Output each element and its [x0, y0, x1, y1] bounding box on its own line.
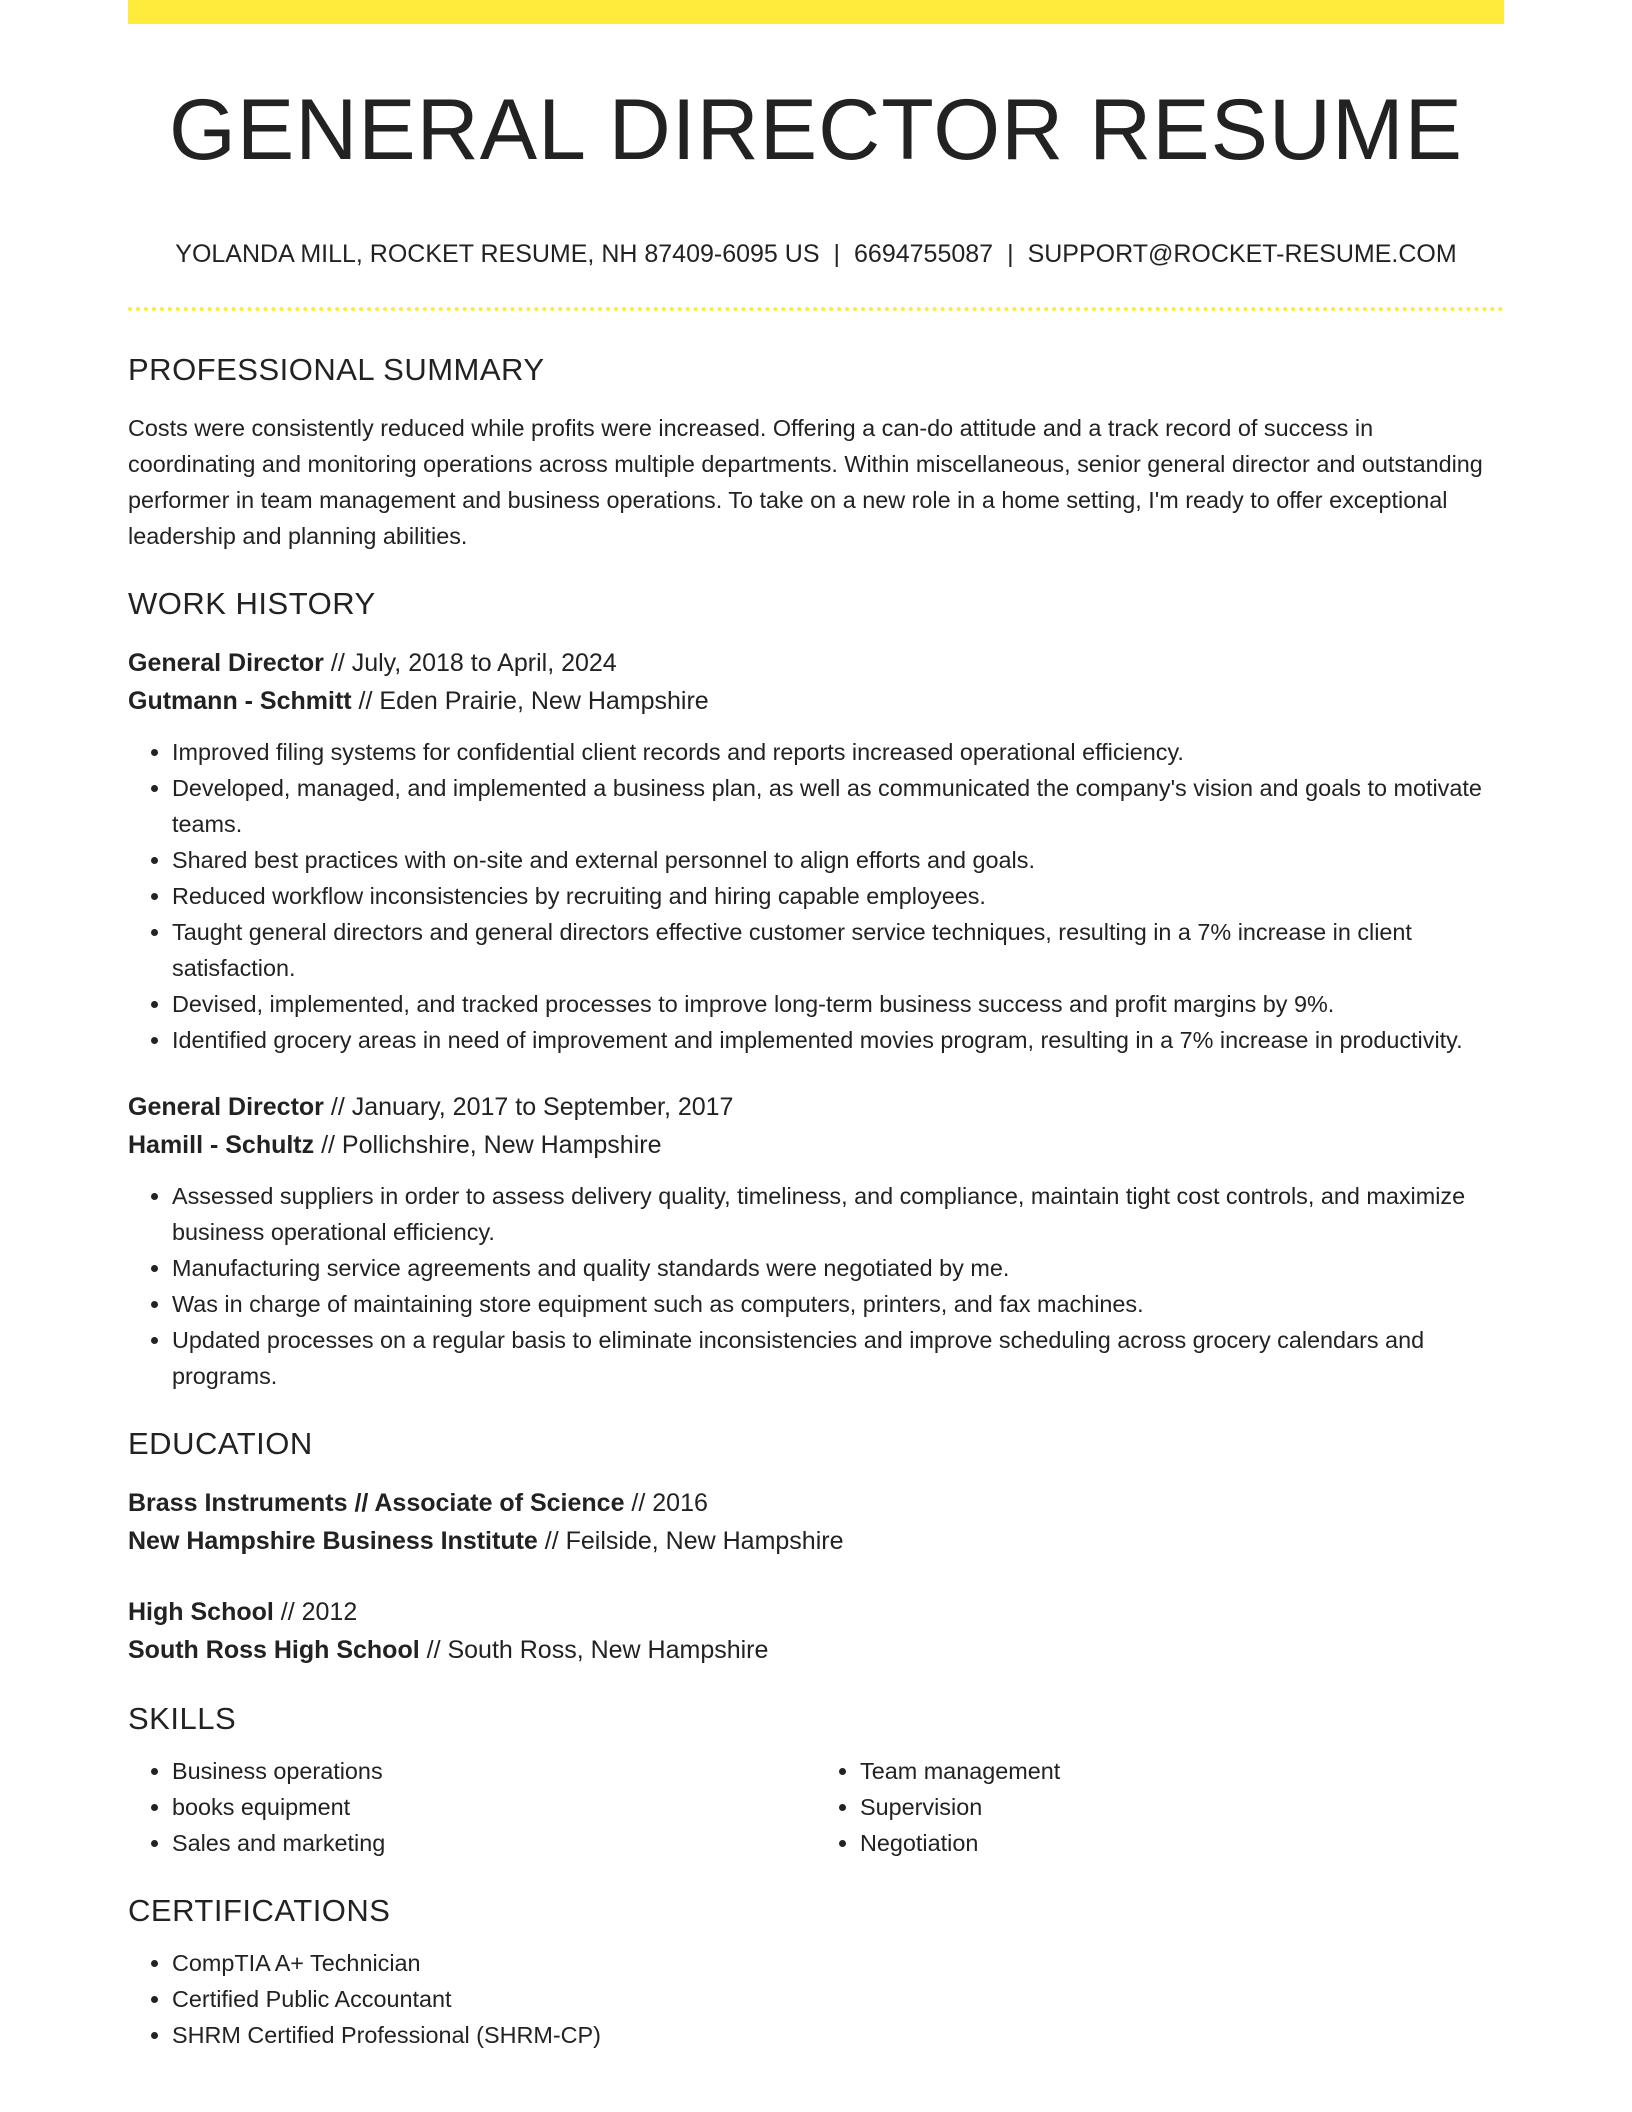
dotted-divider	[128, 307, 1504, 311]
job-title: General Director	[128, 1093, 324, 1121]
job-bullet: • Devised, implemented, and tracked processes to improve long-term business success and profit margins by 9%.	[172, 986, 1504, 1022]
work-history-section	[128, 584, 1504, 1394]
section-heading: CERTIFICATIONS	[128, 1893, 391, 1928]
education-section	[128, 1424, 1504, 1669]
resume-content	[128, 350, 1504, 2053]
education-degree-line	[128, 1593, 1504, 1631]
job-company-line	[128, 682, 1504, 720]
skills-list-left	[128, 1753, 816, 1861]
skills-section	[128, 1699, 1504, 1861]
section-heading: WORK HISTORY	[128, 586, 376, 621]
job-location: // Eden Prairie, New Hampshire	[351, 687, 709, 715]
skill-item: • Team management	[860, 1753, 1504, 1789]
contact-email: SUPPORT@ROCKET-RESUME.COM	[1027, 240, 1457, 268]
contact-line	[128, 236, 1504, 272]
contact-separator: |	[833, 240, 841, 268]
certification-item: • Certified Public Accountant	[172, 1981, 1504, 2017]
education-degree-line	[128, 1484, 1504, 1522]
accent-bar	[128, 0, 1504, 24]
education-entry	[128, 1593, 1504, 1669]
summary-section	[128, 350, 1504, 554]
certification-item: • CompTIA A+ Technician	[172, 1945, 1504, 1981]
job-company: Hamill - Schultz	[128, 1131, 315, 1159]
job-entry	[128, 1088, 1504, 1394]
certifications-section	[128, 1891, 1504, 2053]
job-company-line	[128, 1126, 1504, 1164]
job-dates: // July, 2018 to April, 2024	[323, 649, 617, 677]
education-location: // South Ross, New Hampshire	[419, 1636, 769, 1664]
job-bullet: • Reduced workflow inconsistencies by recruiting and hiring capable employees.	[172, 878, 1504, 914]
education-location: // Feilside, New Hampshire	[537, 1527, 844, 1555]
job-bullets	[128, 734, 1504, 1058]
job-bullet: • Manufacturing service agreements and quality standards were negotiated by me.	[172, 1250, 1504, 1286]
resume-title: GENERAL DIRECTOR RESUME	[168, 82, 1464, 178]
education-school: South Ross High School	[128, 1636, 420, 1664]
job-bullets	[128, 1178, 1504, 1394]
job-title-line	[128, 644, 1504, 682]
job-bullet: • Developed, managed, and implemented a business plan, as well as communicated the company's vision and goals to motivate teams.	[172, 770, 1504, 842]
contact-separator: |	[1007, 240, 1014, 268]
section-heading: EDUCATION	[128, 1426, 313, 1461]
summary-text: Costs were consistently reduced while profits were increased. Offering a can-do attitude and a track record of success in coordinating and monitoring operations across multiple departments. Within miscellaneous, senior general director and outstanding performer in team management and business operations. To take on a new role in a home setting, I'm ready to offer exceptional leadership and planning abilities.	[128, 415, 1483, 549]
job-title-line	[128, 1088, 1504, 1126]
contact-address: YOLANDA MILL, ROCKET RESUME, NH 87409-6095 US	[175, 240, 820, 268]
job-title: General Director	[128, 649, 324, 677]
job-bullet: • Was in charge of maintaining store equipment such as computers, printers, and fax machines.	[172, 1286, 1504, 1322]
job-bullet: • Shared best practices with on-site and external personnel to align efforts and goals.	[172, 842, 1504, 878]
skills-columns	[128, 1753, 1504, 1861]
job-bullet: • Assessed suppliers in order to assess delivery quality, timeliness, and compliance, maintain tight cost controls, and maximize business operational efficiency.	[172, 1178, 1504, 1250]
contact-phone: 6694755087	[854, 240, 994, 268]
skill-item: • Sales and marketing	[172, 1825, 816, 1861]
job-dates: // January, 2017 to September, 2017	[323, 1093, 734, 1121]
job-bullet: • Updated processes on a regular basis to eliminate inconsistencies and improve scheduling across grocery calendars and programs.	[172, 1322, 1504, 1394]
job-bullet: • Improved filing systems for confidential client records and reports increased operational efficiency.	[172, 734, 1504, 770]
job-company: Gutmann - Schmitt	[128, 687, 352, 715]
job-bullet: • Taught general directors and general directors effective customer service techniques, resulting in a 7% increase in client satisfaction.	[172, 914, 1504, 986]
job-entry	[128, 644, 1504, 1058]
education-year: // 2016	[624, 1489, 708, 1517]
education-entry	[128, 1484, 1504, 1560]
education-school-line	[128, 1522, 1504, 1560]
section-heading: PROFESSIONAL SUMMARY	[128, 352, 545, 387]
skill-item: • Negotiation	[860, 1825, 1504, 1861]
skills-list-right	[816, 1753, 1504, 1861]
section-heading: SKILLS	[128, 1701, 237, 1736]
skill-item: • Supervision	[860, 1789, 1504, 1825]
certification-item: • SHRM Certified Professional (SHRM-CP)	[172, 2017, 1504, 2053]
education-school-line	[128, 1631, 1504, 1669]
education-school: New Hampshire Business Institute	[128, 1527, 538, 1555]
job-location: // Pollichshire, New Hampshire	[314, 1131, 662, 1159]
education-degree: Brass Instruments // Associate of Science	[128, 1489, 625, 1517]
certifications-list	[128, 1945, 1504, 2053]
skill-item: • Business operations	[172, 1753, 816, 1789]
skill-item: • books equipment	[172, 1789, 816, 1825]
education-degree: High School	[128, 1598, 274, 1626]
job-bullet: • Identified grocery areas in need of improvement and implemented movies program, resulting in a 7% increase in productivity.	[172, 1022, 1504, 1058]
education-year: // 2012	[273, 1598, 358, 1626]
